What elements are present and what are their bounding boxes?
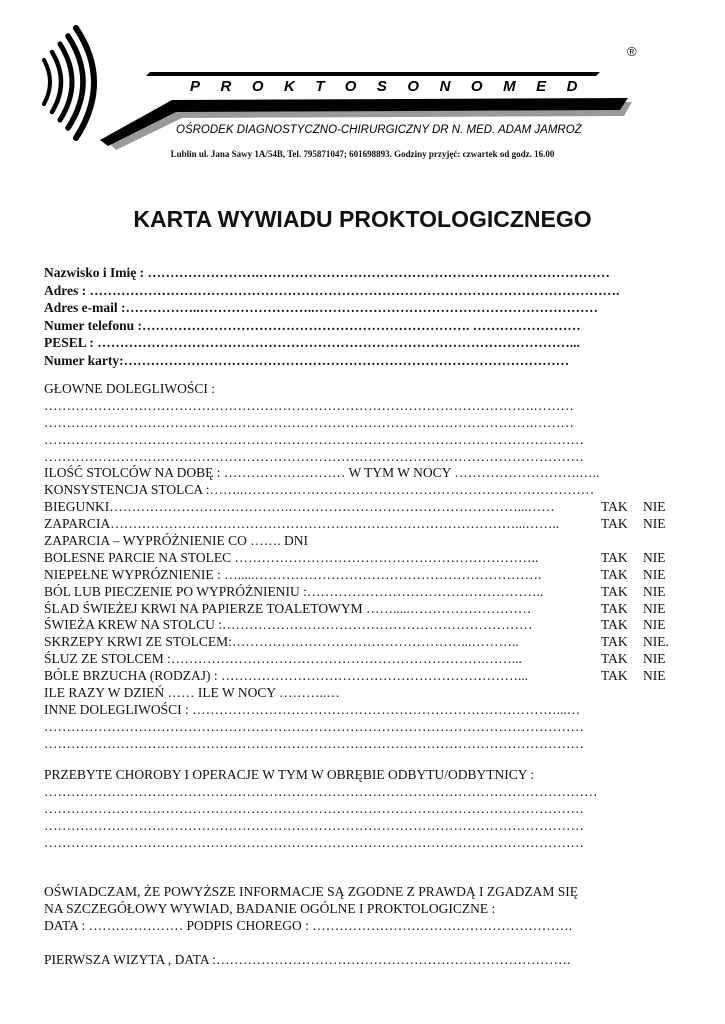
symptom-row (44, 617, 669, 634)
symptom-label: SKRZEPY KRWI ZE STOLCEM:……………………………………………...……….. (44, 634, 519, 650)
complaints-line[interactable]: ………………………………………………………………………………………………………… (44, 448, 584, 464)
date-signature-field[interactable]: DATA : ………………… PODPIS CHOREGO : …………………………………………………. (44, 917, 573, 933)
brand-name: PROKTOSONOMED (190, 78, 598, 95)
yes-option[interactable]: TAK (601, 566, 628, 582)
history-line[interactable]: ………………………………………………………………………………………………………… (44, 834, 584, 850)
address-field[interactable]: Adres : ………………………………………………………………………………………………………. (44, 282, 620, 298)
stool-count-field[interactable]: ILOŚĆ STOLCÓW NA DOBĘ : ……………………… W TYM W NOCY ……………………….….. (44, 465, 600, 481)
clinic-subtitle: OŚRODEK DIAGNOSTYCZNO-CHIRURGICZNY DR N. MED. ADAM JAMROŻ (176, 124, 582, 136)
complaints-line[interactable]: ……………………………………………………………………………………………….……… (44, 397, 574, 413)
symptom-label: BOLESNE PARCIE NA STOLEC ………………………………………………………….. (44, 549, 539, 565)
swoosh-top-bar (146, 72, 600, 76)
declaration-section (44, 884, 669, 969)
history-heading: PRZEBYTE CHOROBY I OPERACJE W TYM W OBRĘBIE ODBYTU/ODBYTNICY : (44, 767, 535, 782)
symptom-row (44, 601, 669, 618)
clinic-address: Lublin ul. Jana Sawy 1A/54B, Tel. 795871047; 601698893. Godziny przyjęć: czwartek od godz. 16.00 (170, 149, 555, 159)
symptom-label: BIEGUNKI………………………………….……………………………………………...…… (44, 499, 555, 515)
no-option[interactable]: NIE (643, 516, 666, 532)
complaints-line[interactable]: ……………………………………………………………………………………………….……… (44, 414, 574, 430)
no-option[interactable]: NIE. (643, 634, 669, 650)
sound-wave-arcs (44, 28, 94, 138)
no-option[interactable]: NIE (643, 566, 666, 582)
symptom-row (44, 651, 669, 668)
history-line[interactable]: …………………………………………………………………………………………………………… (44, 783, 598, 799)
stool-consistency-field[interactable]: KONSYSTENCJA STOLCA :……..…………………………………………………………………… (44, 482, 595, 498)
symptom-label: ZAPARCIA………………………………………………………………………………...…….. (44, 516, 560, 532)
no-option[interactable]: NIE (643, 549, 666, 565)
pesel-field[interactable]: PESEL : ……………………………………………………………………………………………... (44, 335, 580, 350)
history-line[interactable]: ………………………………………………………………………………………………………… (44, 817, 584, 833)
no-option[interactable]: NIE (643, 583, 666, 599)
wave-arc-2 (52, 52, 61, 112)
first-visit-date-field[interactable]: PIERWSZA WIZYTA , DATA :……………………………………………………………………. (44, 951, 571, 967)
symptom-row (44, 550, 669, 567)
symptom-row (44, 567, 669, 584)
symptom-label: ŚLAD ŚWIEŻEJ KRWI NA PAPIERZE TOALETOWYM …….....……………………… (44, 600, 532, 616)
no-option[interactable]: NIE (643, 668, 666, 684)
symptom-label: BÓLE BRZUCHA (RODZAJ) : …………………………………………………………... (44, 668, 529, 684)
yes-option[interactable]: TAK (601, 499, 628, 515)
name-field[interactable]: Nazwisko i Imię : …………………….…………………………………………………………………… (44, 265, 610, 280)
symptom-row (44, 584, 669, 601)
complaints-line[interactable]: ………………………………………………………………………………………………………… (44, 431, 584, 447)
declaration-text: NA SZCZEGÓŁOWY WYWIAD, BADANIE OGÓLNE I PROKTOLOGICZNE : (44, 900, 496, 916)
no-option[interactable]: NIE (643, 499, 666, 515)
swoosh-main (100, 98, 628, 146)
yes-option[interactable]: TAK (601, 617, 628, 633)
symptom-row (44, 668, 669, 685)
personal-data-section (44, 264, 674, 369)
symptom-label: ŚWIEŻA KREW NA STOLCU :…………………………………………………………… (44, 617, 533, 633)
complaints-section (44, 381, 669, 753)
other-complaints-line[interactable]: ………………………………………………………………………………………………………… (44, 735, 584, 751)
yes-option[interactable]: TAK (601, 668, 628, 684)
other-complaints-line[interactable]: ………………………………………………………………………………………………………… (44, 718, 584, 734)
yes-option[interactable]: TAK (601, 516, 628, 532)
constipation-frequency-field[interactable]: ZAPARCIA – WYPRÓŻNIENIE CO ……. DNI (44, 533, 309, 549)
yes-option[interactable]: TAK (601, 549, 628, 565)
wave-arc-1 (44, 60, 50, 104)
complaints-heading: GŁOWNE DOLEGLIWOŚCI : (44, 381, 215, 396)
other-complaints-field[interactable]: INNE DOLEGLIWOŚCI : ………………………………………………………………………...… (44, 701, 581, 717)
no-option[interactable]: NIE (643, 617, 666, 633)
yes-option[interactable]: TAK (601, 583, 628, 599)
no-option[interactable]: NIE (643, 651, 666, 667)
yes-option[interactable]: TAK (601, 600, 628, 616)
symptom-row (44, 516, 669, 533)
symptom-label: BÓL LUB PIECZENIE PO WYPRÓŻNIENIU :…………………………………………….. (44, 583, 544, 599)
phone-field[interactable]: Numer telefonu :………………………………………………………………. …………………… (44, 317, 581, 333)
symptom-label: NIEPEŁNE WYPRÓZNIENIE : ….....………………………………………………………. (44, 566, 542, 582)
symptom-row (44, 634, 669, 651)
symptom-label: ŚLUZ ZE STOLCEM :…………………………………………………………….……... (44, 651, 522, 667)
card-number-field[interactable]: Numer karty:……………………………………………………………………………………… (44, 352, 570, 368)
email-field[interactable]: Adres e-mail :……………..……………………..……………………………………………………… (44, 300, 598, 315)
symptom-row (44, 499, 669, 516)
daily-frequency-field[interactable]: ILE RAZY W DZIEŃ …… ILE W NOCY ………..… (44, 685, 340, 701)
yes-option[interactable]: TAK (601, 634, 628, 650)
history-section (44, 767, 669, 851)
no-option[interactable]: NIE (643, 600, 666, 616)
declaration-text: OŚWIADCZAM, ŻE POWYŻSZE INFORMACJE SĄ ZGODNE Z PRAWDĄ I ZGADZAM SIĘ (44, 884, 579, 899)
registered-mark: ® (627, 44, 637, 59)
yes-option[interactable]: TAK (601, 651, 628, 667)
history-line[interactable]: ………………………………………………………………………………………………………… (44, 800, 584, 816)
page-title: KARTA WYWIADU PROKTOLOGICZNEGO (133, 206, 592, 232)
